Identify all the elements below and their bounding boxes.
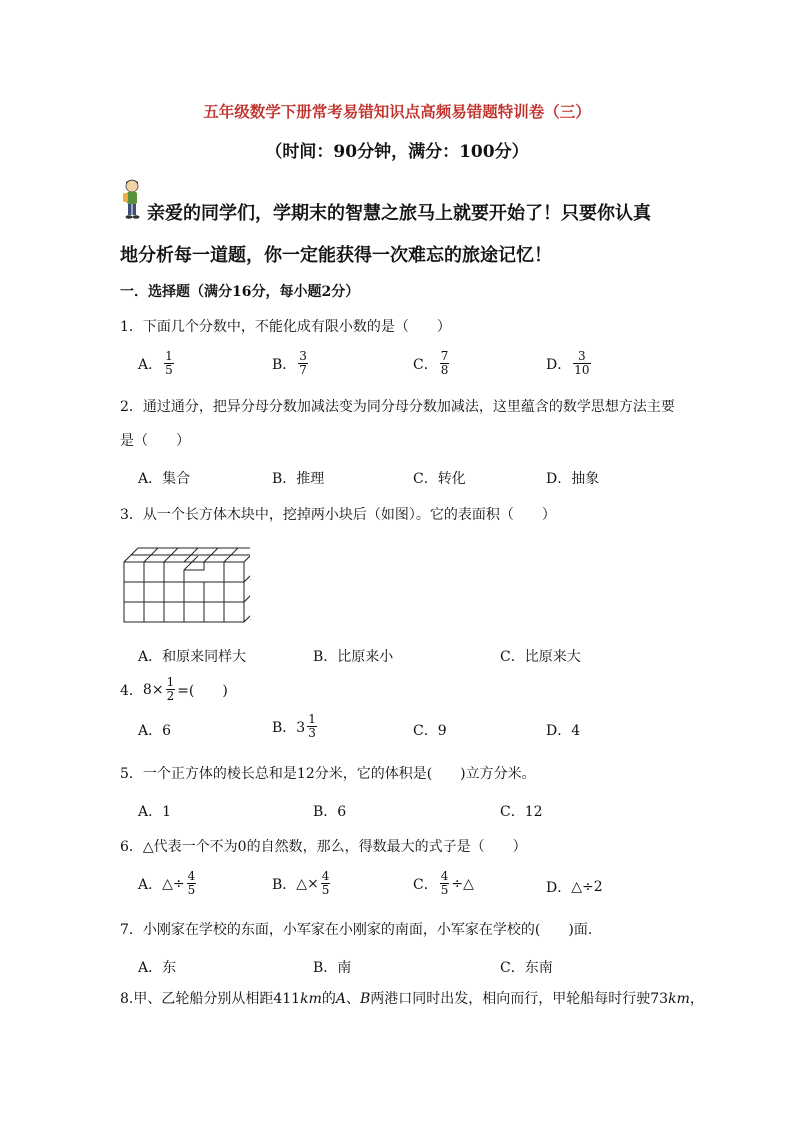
question-7-stem: 7．小刚家在学校的东面，小军家在小刚家的南面，小军家在学校的( )面. (120, 922, 593, 938)
fraction: $\frac{3}{7}$ (299, 349, 307, 377)
question-7-option-c[interactable]: C．东南 (500, 960, 553, 976)
question-3-option-a[interactable]: A．和原来同样大 (138, 649, 247, 665)
page-title: 五年级数学下册常考易错知识点高频易错题特训卷（三） (203, 102, 591, 121)
question-6-option-c[interactable]: C． $\frac{4}{5}$ ÷△ (413, 869, 474, 897)
question-4-option-a[interactable]: A．6 (138, 723, 172, 739)
intro-line-1: 亲爱的同学们，学期末的智慧之旅马上就要开始了！只要你认真 (147, 203, 651, 224)
fraction: $\frac{1}{3}$ (308, 712, 316, 740)
question-5-option-b[interactable]: B．6 (313, 804, 347, 820)
question-4-option-d[interactable]: D．4 (546, 723, 581, 739)
question-1-option-b[interactable]: B． $\frac{3}{7}$ (272, 349, 307, 377)
question-1-option-c[interactable]: C． $\frac{7}{8}$ (413, 349, 449, 377)
fraction: $\frac{4}{5}$ (187, 869, 196, 897)
question-2-option-a[interactable]: A．集合 (138, 471, 191, 487)
fraction: $\frac{1}{5}$ (165, 349, 173, 377)
question-3-option-c[interactable]: C．比原来大 (500, 649, 581, 665)
fraction: $\frac{4}{5}$ (440, 869, 449, 897)
question-4-option-c[interactable]: C．9 (413, 723, 447, 739)
student-cartoon-icon (119, 178, 145, 220)
question-3-stem: 3．从一个长方体木块中，挖掉两小块后（如图）。它的表面积（ ） (120, 507, 556, 523)
question-7-option-b[interactable]: B．南 (313, 960, 352, 976)
question-5-stem: 5．一个正方体的棱长总和是12分米，它的体积是( )立方分米。 (120, 766, 536, 782)
question-7-option-a[interactable]: A．东 (138, 960, 177, 976)
question-1-option-a[interactable]: A． $\frac{1}{5}$ (138, 349, 173, 377)
cuboid-figure (120, 544, 250, 626)
question-5-option-c[interactable]: C．12 (500, 804, 543, 820)
exam-info: （时间：90分钟，满分：100分） (265, 142, 529, 162)
question-1-stem: 1．下面几个分数中，不能化成有限小数的是（ ） (120, 319, 451, 335)
question-8-stem: 8.甲、乙轮船分别从相距411km的A、B两港口同时出发，相向而行，甲轮船每时行驶73km， (120, 991, 704, 1007)
question-2-stem-line-2: 是（ ） (120, 433, 190, 449)
question-5-option-a[interactable]: A．1 (138, 804, 172, 820)
section-heading: 一．选择题（满分16分，每小题2分） (120, 284, 360, 300)
intro-line-2: 地分析每一道题，你一定能获得一次难忘的旅途记忆！ (120, 245, 552, 266)
question-6-stem: 6．△代表一个不为0的自然数，那么，得数最大的式子是（ ） (120, 839, 527, 855)
question-1-option-d[interactable]: D． $\frac{3}{10}$ (546, 349, 590, 377)
fraction: $\frac{1}{2}$ (166, 675, 175, 703)
question-6-option-a[interactable]: A． △÷ $\frac{4}{5}$ (138, 869, 196, 897)
question-2-stem-line-1: 2．通过通分，把异分母分数加减法变为同分母分数加减法，这里蕴含的数学思想方法主要 (120, 399, 675, 415)
question-2-option-d[interactable]: D．抽象 (546, 471, 600, 487)
fraction: $\frac{3}{10}$ (574, 349, 590, 377)
question-4-option-b[interactable]: B．3 $\frac{1}{3}$ (272, 712, 316, 740)
question-2-option-c[interactable]: C．转化 (413, 471, 466, 487)
fraction: $\frac{7}{8}$ (440, 349, 449, 377)
question-4-stem: 4． 8× $\frac{1}{2}$ =( ) (120, 675, 228, 703)
fraction: $\frac{4}{5}$ (321, 869, 330, 897)
question-3-option-b[interactable]: B．比原来小 (313, 649, 394, 665)
question-6-option-b[interactable]: B． △× $\frac{4}{5}$ (272, 869, 330, 897)
question-6-option-d[interactable]: D． △÷2 (546, 879, 603, 896)
question-2-option-b[interactable]: B．推理 (272, 471, 325, 487)
